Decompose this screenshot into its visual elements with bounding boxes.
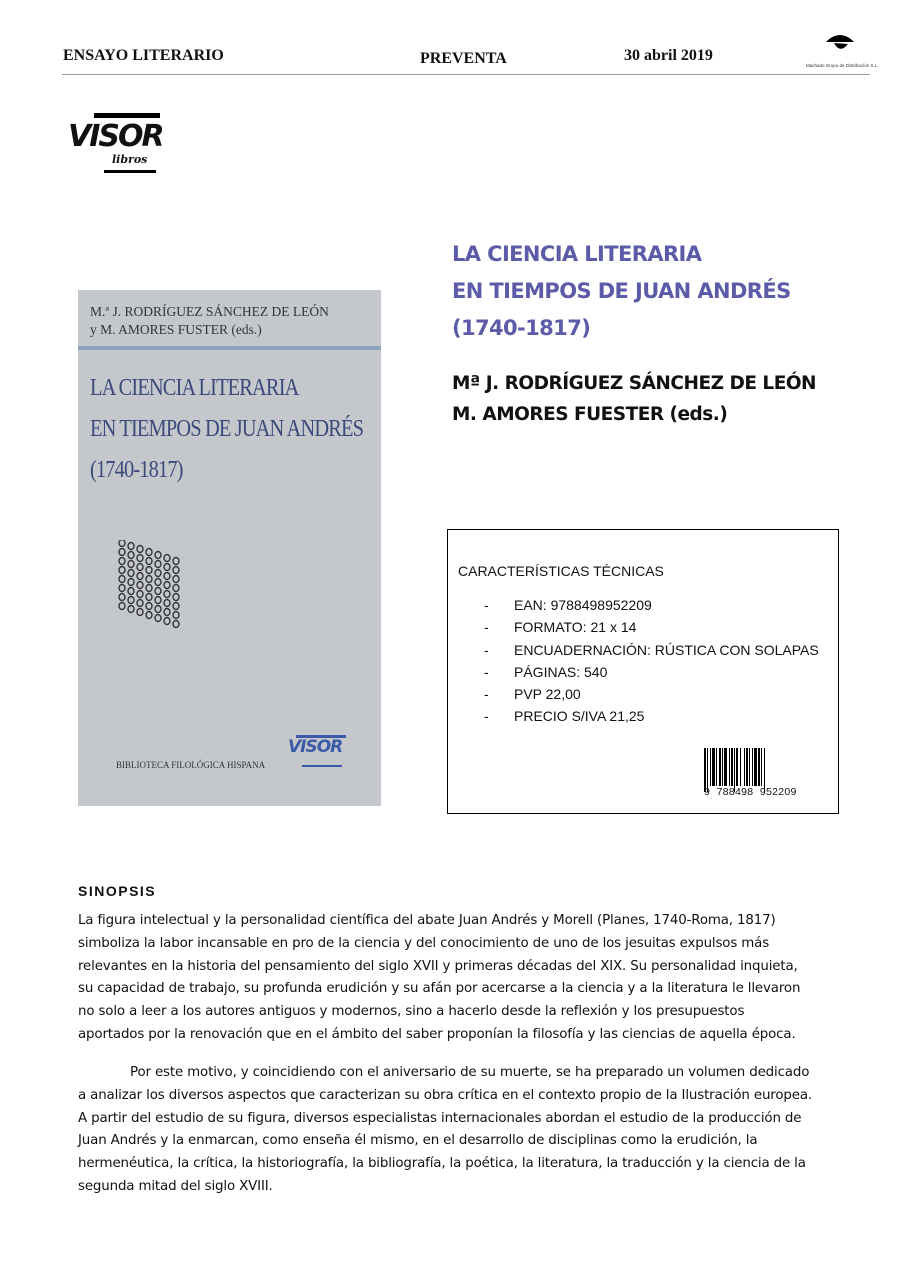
e-glyph xyxy=(137,573,143,580)
title-line: LA CIENCIA LITERARIA xyxy=(452,242,702,266)
e-glyph xyxy=(155,597,161,604)
e-glyph xyxy=(128,552,134,559)
spec-text: EAN: 9788498952209 xyxy=(514,597,652,613)
e-glyph xyxy=(155,570,161,577)
cover-logo-text: VISOR xyxy=(288,737,343,757)
e-glyph xyxy=(164,555,170,562)
paragraph-line: hermenéutica, la crítica, la historiografía, la bibliografía, la poética, la literatura, la traducción y la ciencia de la xyxy=(78,1156,806,1172)
paragraph-line: Juan Andrés y la enmarcan, como enseña él mismo, en el desarrollo de disciplinas como la erudición, la xyxy=(78,1133,758,1149)
book-authors xyxy=(452,368,816,430)
book-cover-image xyxy=(78,290,381,806)
paragraph-line: La figura intelectual y la personalidad científica del abate Juan Andrés y Morell (Planes, 1740-Roma, 1817) xyxy=(78,913,776,928)
synopsis-heading: SINOPSIS xyxy=(78,883,157,899)
barcode-number xyxy=(704,786,802,798)
paragraph-line: su capacidad de trabajo, su profunda erudición y su afán por acercarse a la ciencia y a la literatura le llevaron xyxy=(78,981,801,997)
spec-item: - PVP 22,00 xyxy=(484,686,581,703)
e-glyph xyxy=(155,579,161,586)
e-glyph xyxy=(128,588,134,595)
spec-text: ENCUADERNACIÓN: RÚSTICA CON SOLAPAS xyxy=(514,641,819,658)
specs-list xyxy=(484,594,819,728)
e-glyph xyxy=(119,603,125,610)
spec-item: - FORMATO: 21 x 14 xyxy=(484,619,637,636)
barcode-digits: 952209 xyxy=(759,786,797,798)
book-title xyxy=(452,236,791,347)
date-label: 30 abril 2019 xyxy=(624,47,713,64)
barcode-bars xyxy=(704,748,802,786)
e-glyph xyxy=(128,543,134,550)
header-divider xyxy=(62,74,870,75)
e-glyph xyxy=(146,549,152,556)
title-line: (1740-1817) xyxy=(452,316,591,340)
e-glyph xyxy=(119,558,125,565)
e-glyph xyxy=(137,582,143,589)
cover-title xyxy=(90,368,363,491)
e-glyph xyxy=(128,561,134,568)
e-glyph xyxy=(173,576,179,583)
e-glyph xyxy=(119,594,125,601)
category-label: ENSAYO LITERARIO xyxy=(63,47,224,64)
e-glyph xyxy=(173,621,179,628)
e-glyph xyxy=(164,618,170,625)
e-glyph xyxy=(146,594,152,601)
paragraph-line: Por este motivo, y coincidiendo con el aniversario de su muerte, se ha preparado un volumen dedicado xyxy=(130,1065,810,1080)
paragraph-line: A partir del estudio de su figura, diversos especialistas internacionales abordan el estudio de la producción de xyxy=(78,1110,802,1126)
e-glyph xyxy=(137,609,143,616)
e-glyph xyxy=(164,600,170,607)
e-glyph xyxy=(146,576,152,583)
e-glyph xyxy=(173,594,179,601)
e-glyph xyxy=(155,561,161,568)
e-glyph xyxy=(146,567,152,574)
cover-author-line: M.ª J. RODRÍGUEZ SÁNCHEZ DE LEÓN xyxy=(90,304,329,319)
e-glyph xyxy=(146,585,152,592)
hat-man-icon xyxy=(820,30,860,60)
title-line: EN TIEMPOS DE JUAN ANDRÉS xyxy=(452,279,791,303)
e-glyph xyxy=(137,564,143,571)
paragraph-line: a analizar los diversos aspectos que caracterizan su obra crítica en el contexto propio de la Ilustración europea. xyxy=(78,1087,812,1103)
paragraph-line: segunda mitad del siglo XVIII. xyxy=(78,1178,273,1194)
author-line: Mª J. RODRÍGUEZ SÁNCHEZ DE LEÓN xyxy=(452,373,817,394)
e-glyph xyxy=(137,591,143,598)
barcode xyxy=(704,748,802,798)
barcode-digits: 788498 xyxy=(716,786,754,798)
cover-visor-logo xyxy=(288,735,354,775)
spec-item: - EAN: 9788498952209 xyxy=(484,597,652,613)
paragraph-line: aportados por la renovación que en el ámbito del saber proponían la filosofía y las ciencias de aquella época. xyxy=(78,1026,796,1042)
e-glyph xyxy=(173,612,179,619)
e-glyph xyxy=(164,564,170,571)
cube-of-e-icon xyxy=(116,540,196,640)
spec-item: - PÁGINAS: 540 xyxy=(484,663,608,680)
status-label: PREVENTA xyxy=(420,50,507,67)
cover-title-line: LA CIENCIA LITERARIA xyxy=(90,375,299,401)
cover-authors xyxy=(90,303,329,339)
e-glyph xyxy=(146,558,152,565)
cover-rule xyxy=(78,346,381,350)
e-glyph xyxy=(146,612,152,619)
paragraph-line: simboliza la labor incansable en pro de la ciencia y del conocimiento de uno de los jesuitas expulsos más xyxy=(78,935,770,951)
e-glyph xyxy=(128,570,134,577)
e-glyph xyxy=(173,558,179,565)
e-glyph xyxy=(119,567,125,574)
specs-box xyxy=(447,529,839,814)
e-glyph xyxy=(164,573,170,580)
distributor-logo xyxy=(806,30,879,72)
e-glyph xyxy=(137,555,143,562)
spec-item: - PRECIO S/IVA 21,25 xyxy=(484,708,645,725)
barcode-digit: 9 xyxy=(704,786,711,798)
specs-heading: CARACTERÍSTICAS TÉCNICAS xyxy=(458,563,664,579)
spec-text: PVP 22,00 xyxy=(514,686,581,703)
spec-item: - ENCUADERNACIÓN: RÚSTICA CON SOLAPAS xyxy=(484,641,819,658)
paragraph-line: no solo a leer a los autores antiguos y modernos, sino a hacerlo desde la reflexión y los presupuestos xyxy=(78,1004,745,1020)
visor-logo: VISOR libros xyxy=(68,110,186,174)
e-glyph xyxy=(137,546,143,553)
e-glyph xyxy=(155,615,161,622)
e-glyph xyxy=(164,582,170,589)
spec-text: FORMATO: 21 x 14 xyxy=(514,619,637,636)
e-glyph xyxy=(173,603,179,610)
author-line: M. AMORES FUESTER (eds.) xyxy=(452,404,728,425)
e-glyph xyxy=(119,549,125,556)
e-glyph xyxy=(128,606,134,613)
e-glyph xyxy=(164,609,170,616)
spec-text: PÁGINAS: 540 xyxy=(514,663,608,680)
e-glyph xyxy=(146,603,152,610)
cover-author-line: y M. AMORES FUSTER (eds.) xyxy=(90,322,262,337)
e-glyph xyxy=(155,552,161,559)
e-glyph xyxy=(119,585,125,592)
e-glyph xyxy=(128,597,134,604)
cover-title-line: EN TIEMPOS DE JUAN ANDRÉS xyxy=(90,416,364,442)
e-glyph xyxy=(128,579,134,586)
synopsis-paragraph-1 xyxy=(78,913,800,1050)
distributor-logo-text: Machado Grupo de Distribución S.L. xyxy=(806,63,879,68)
synopsis-paragraph-2 xyxy=(78,1065,812,1202)
e-glyph xyxy=(173,567,179,574)
e-glyph xyxy=(119,576,125,583)
e-glyph xyxy=(137,600,143,607)
e-glyph xyxy=(173,585,179,592)
paragraph-line: relevantes en la historia del pensamiento del siglo XVII y primeras décadas del XIX. Su personalidad inquieta, xyxy=(78,958,798,974)
cover-title-line: (1740-1817) xyxy=(90,457,183,483)
e-glyph xyxy=(155,606,161,613)
spec-text: PRECIO S/IVA 21,25 xyxy=(514,708,645,725)
e-glyph xyxy=(155,588,161,595)
e-glyph xyxy=(164,591,170,598)
e-glyph xyxy=(119,540,125,547)
cover-series: BIBLIOTECA FILOLÓGICA HISPANA xyxy=(116,760,266,770)
